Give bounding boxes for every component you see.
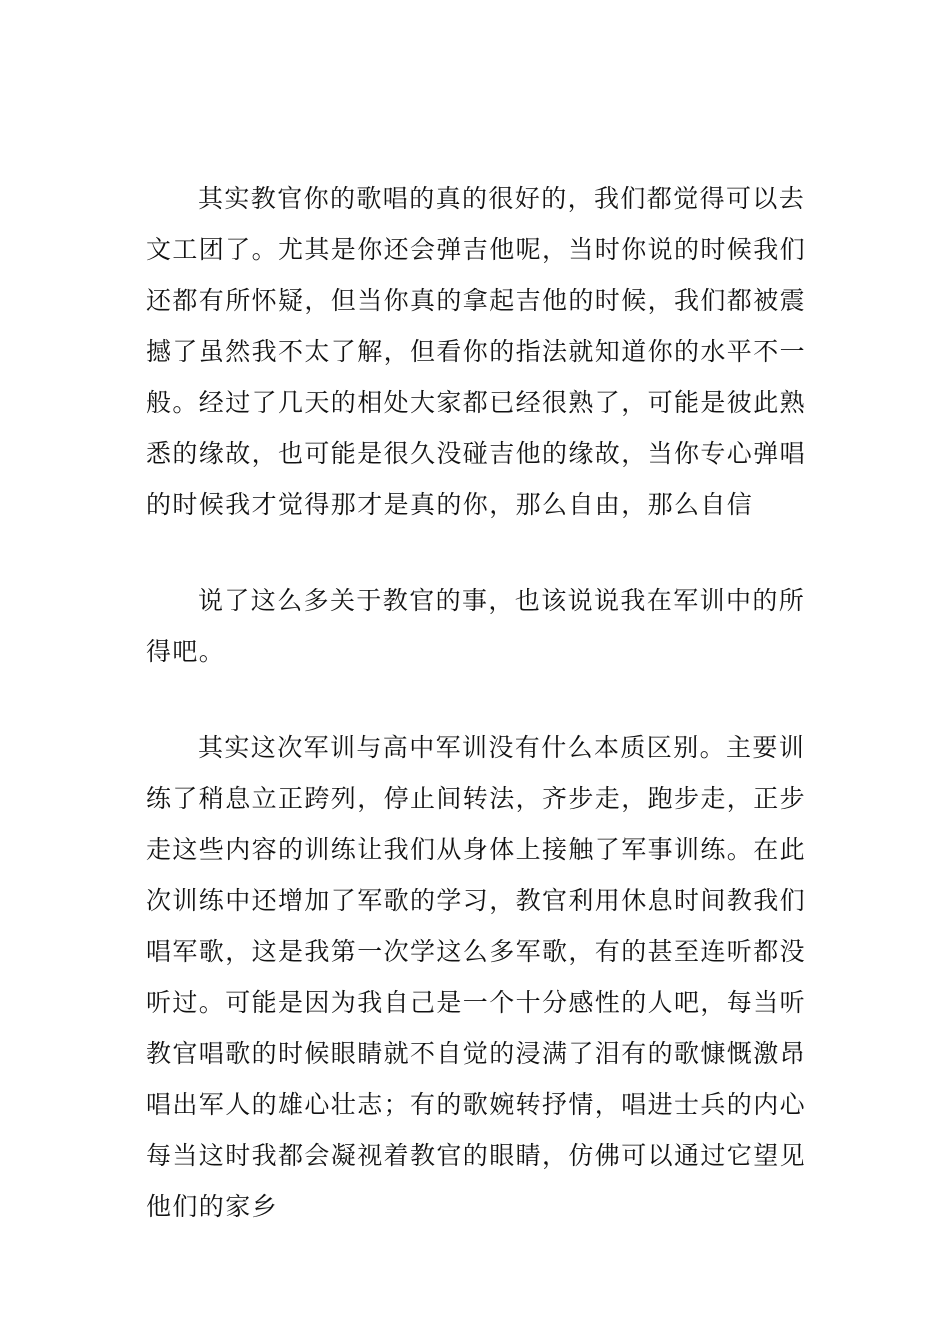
text-line: 练了稍息立正跨列，停止间转法，齐步走，跑步走，正步 [146,784,807,813]
text-line: 般。经过了几天的相处大家都已经很熟了，可能是彼此熟 [146,388,807,417]
text-line: 撼了虽然我不太了解，但看你的指法就知道你的水平不一 [146,337,807,366]
text-line: 听过。可能是因为我自己是一个十分感性的人吧，每当听 [146,988,807,1017]
text-line: 文工团了。尤其是你还会弹吉他呢，当时你说的时候我们 [146,235,807,264]
paragraph-training-gains [146,722,810,1232]
text-line: 教官唱歌的时候眼睛就不自觉的浸满了泪有的歌慷慨激昂 [146,1039,807,1068]
text-line: 次训练中还增加了军歌的学习，教官利用休息时间教我们 [146,886,807,915]
text-line: 的时候我才觉得那才是真的你，那么自由，那么自信 [146,490,754,519]
text-line: 他们的家乡 [146,1192,279,1221]
text-line: 唱军歌，这是我第一次学这么多军歌，有的甚至连听都没 [146,937,807,966]
text-line: 其实教官你的歌唱的真的很好的，我们都觉得可以去 [198,184,806,213]
paragraph-instructor-singing [146,173,810,530]
text-line: 走这些内容的训练让我们从身体上接触了军事训练。在此 [146,835,807,864]
text-line: 其实这次军训与高中军训没有什么本质区别。主要训 [198,733,806,762]
text-line: 每当这时我都会凝视着教官的眼睛，仿佛可以通过它望见 [146,1141,807,1170]
text-line: 悉的缘故，也可能是很久没碰吉他的缘故，当你专心弹唱 [146,439,807,468]
text-line: 说了这么多关于教官的事，也该说说我在军训中的所 [198,586,806,615]
paragraph-transition [146,575,810,677]
text-line: 还都有所怀疑，但当你真的拿起吉他的时候，我们都被震 [146,286,807,315]
text-line: 唱出军人的雄心壮志；有的歌婉转抒情，唱进士兵的内心 [146,1090,807,1119]
text-line: 得吧。 [146,637,226,666]
